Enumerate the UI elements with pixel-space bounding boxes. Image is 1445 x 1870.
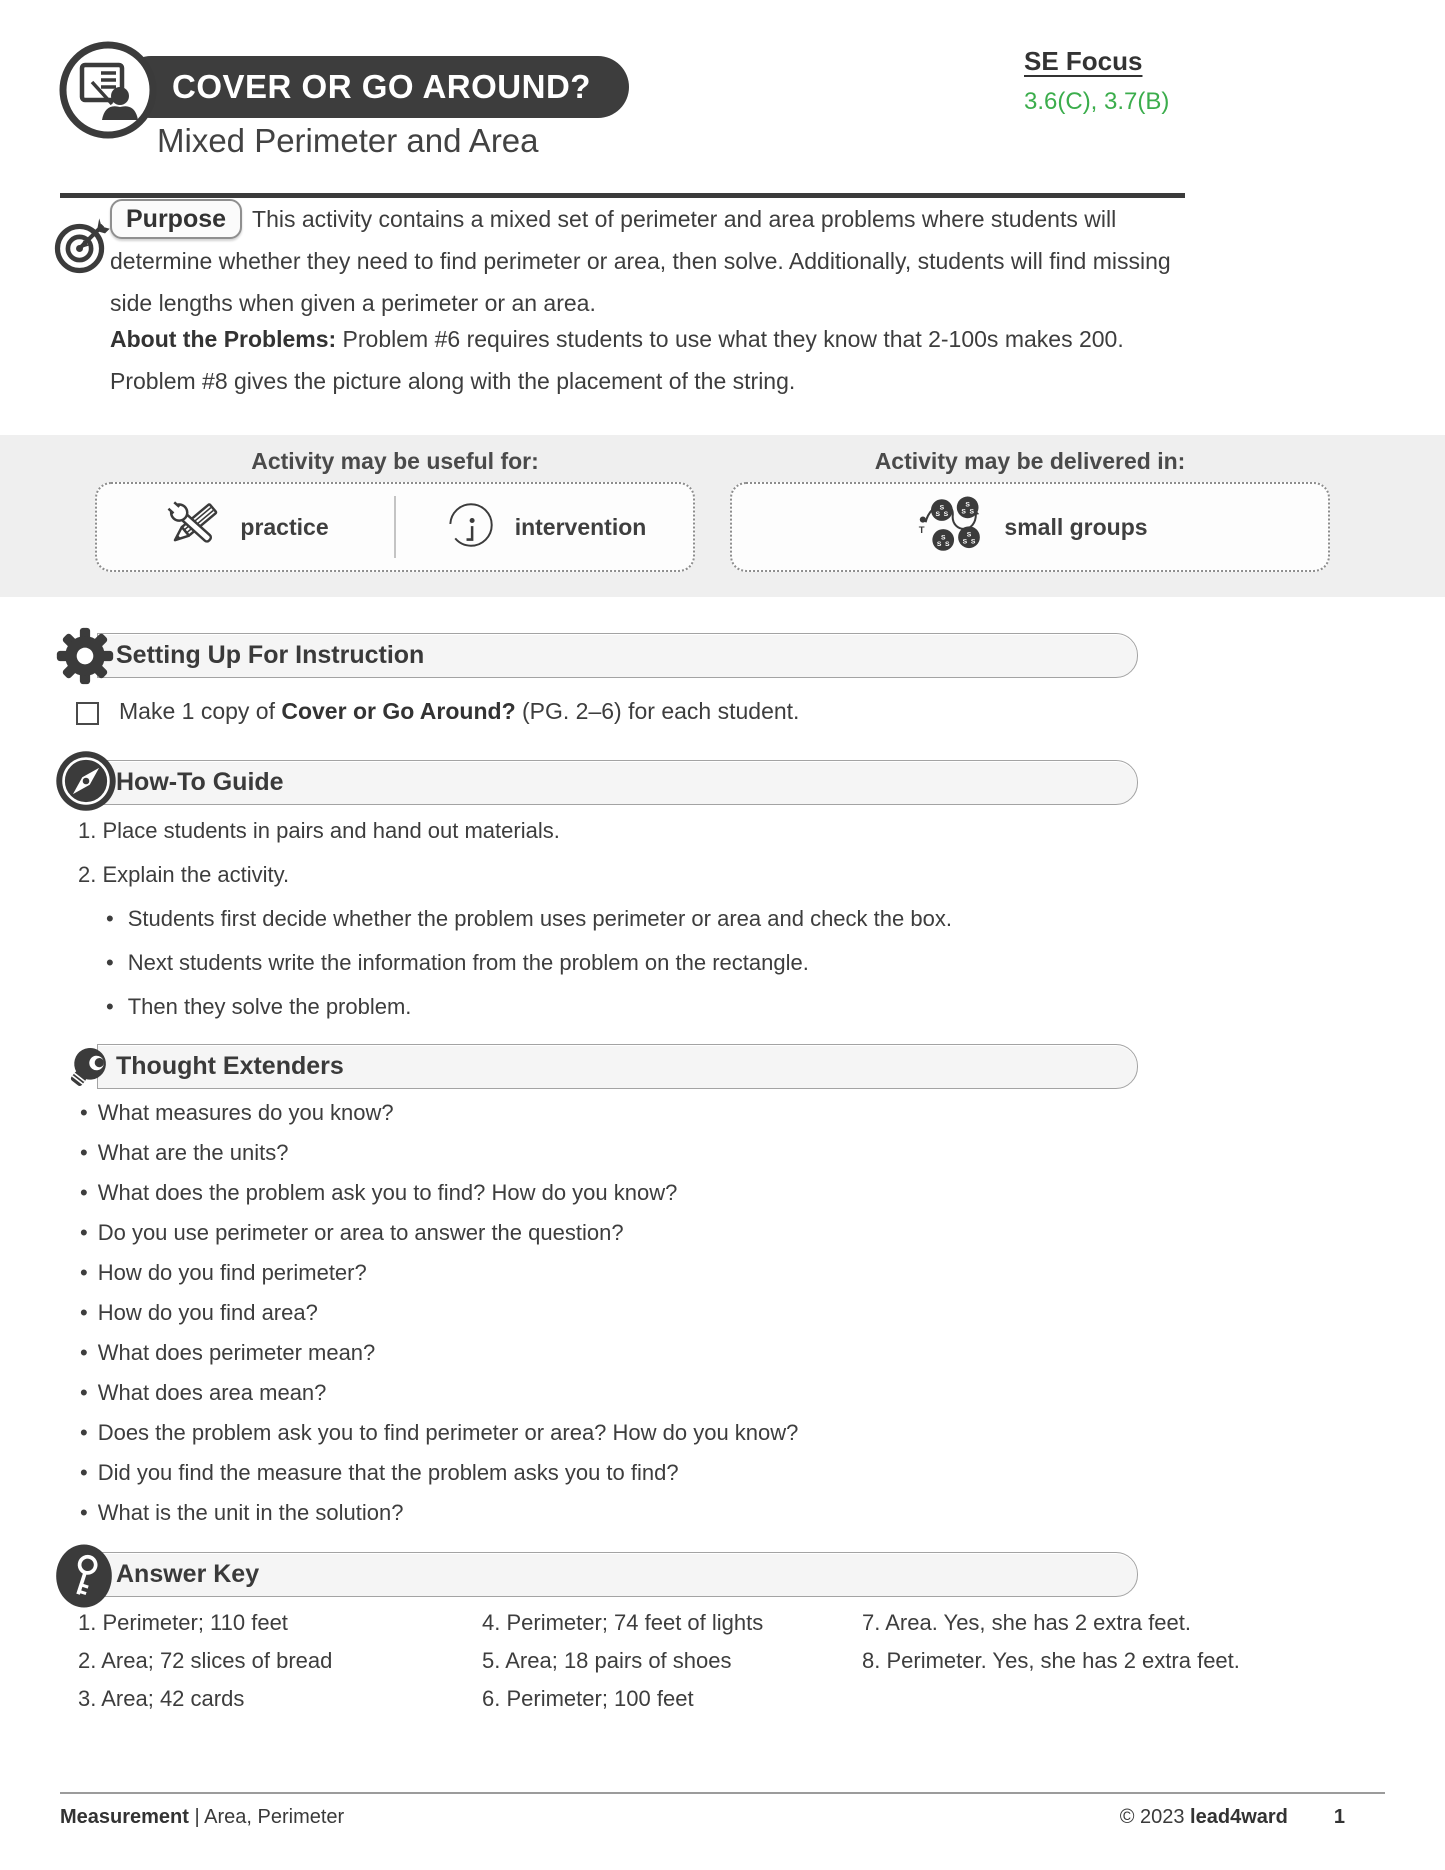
footer-breadcrumb: Measurement | Area, Perimeter [60,1806,345,1828]
brand-name: lead4ward [1190,1806,1288,1828]
key-icon [53,1542,115,1615]
answer-item: 8. Perimeter. Yes, she has 2 extra feet. [862,1648,1240,1673]
how-to-title: How-To Guide [116,768,284,796]
thought-extender-questions [80,1098,1160,1538]
page-subtitle: Mixed Perimeter and Area [157,122,539,159]
small-groups-cell [732,484,1328,570]
about-problems-paragraph [110,318,1182,402]
practice-label: practice [240,513,329,540]
checkbox [76,702,99,725]
student-groups-icon: S S S T [912,490,988,565]
lightbulb-icon [53,1036,119,1107]
title-banner: COVER OR GO AROUND? [120,56,629,118]
thought-question: • Does the problem ask you to find perimeter or area? How do you know? [80,1418,1160,1448]
teacher-board-icon [58,40,158,140]
delivered-in-box [730,482,1330,572]
intervention-cell [396,484,693,570]
setup-checklist-item [76,698,799,725]
answer-item: 5. Area; 18 pairs of shoes [482,1648,732,1673]
thought-question: • What does the problem ask you to find? How do you know? [80,1178,1160,1208]
thought-question: • What does perimeter mean? [80,1338,1160,1368]
page-number: 1 [1333,1806,1345,1828]
thought-question: • What does area mean? [80,1378,1160,1408]
purpose-paragraph [110,198,1182,324]
delivered-in-title: Activity may be delivered in: [874,448,1186,474]
thought-question: • What is the unit in the solution? [80,1498,1160,1528]
how-to-substep: • Students first decide whether the problem uses perimeter or area and check the box. [106,904,1138,934]
thought-extenders-title: Thought Extenders [116,1052,344,1080]
purpose-badge: Purpose [110,199,242,239]
gear-icon [53,624,117,693]
setting-up-section-bar [97,633,1138,678]
answer-item: 7. Area. Yes, she has 2 extra feet. [862,1610,1192,1635]
answer-item: 4. Perimeter; 74 feet of lights [482,1610,764,1635]
answer-item: 2. Area; 72 slices of bread [78,1648,333,1673]
thought-question: • Do you use perimeter or area to answer the question? [80,1218,1160,1248]
answer-key-title: Answer Key [116,1560,260,1588]
footer-divider [60,1792,1385,1794]
small-groups-label: small groups [1004,513,1148,540]
purpose-text: This activity contains a mixed set of perimeter and area problems where students will determine whether they need to find perimeter or area, then solve. Additionally, students will find missing side lengths when given a perimeter or an area. [110,206,1171,316]
svg-text:T: T [919,524,926,536]
how-to-step-1: 1. Place students in pairs and hand out materials. [78,818,560,843]
answer-item: 1. Perimeter; 110 feet [78,1610,288,1635]
footer-meta [1120,1806,1345,1829]
compass-icon [53,748,119,819]
how-to-substep: • Then they solve the problem. [106,992,1138,1022]
answer-key-column-1 [78,1608,332,1722]
thought-question: • How do you find area? [80,1298,1160,1328]
setting-up-title: Setting Up For Instruction [116,641,425,669]
pencil-wrench-icon [162,494,224,561]
target-icon [54,216,112,274]
thought-extenders-section-bar [97,1044,1138,1089]
about-problems-label: About the Problems: [110,326,337,352]
how-to-substep: • Next students write the information from the problem on the rectangle. [106,948,1138,978]
checklist-item-text: Make 1 copy of Cover or Go Around? (PG. 2–6) for each student. [119,698,800,724]
answer-item: 6. Perimeter; 100 feet [482,1686,694,1711]
answer-key-column-3 [862,1608,1240,1684]
thought-question: • What measures do you know? [80,1098,1160,1128]
how-to-steps [78,816,1138,1036]
intervention-label: intervention [514,513,647,540]
useful-for-box [95,482,695,572]
useful-for-title: Activity may be useful for: [251,448,539,474]
thought-question: • What are the units? [80,1138,1160,1168]
se-focus-standards: 3.6(C), 3.7(B) [1024,88,1170,115]
practice-cell [97,484,394,570]
answer-key-column-2 [482,1608,763,1722]
footer-copyright: © 2023 lead4ward [1119,1806,1288,1828]
se-focus-heading: SE Focus [1024,46,1143,76]
answer-key-section-bar [97,1552,1138,1597]
how-to-section-bar [97,760,1138,805]
how-to-step-2: 2. Explain the activity. [78,862,290,887]
thought-question: • Did you find the measure that the problem asks you to find? [80,1458,1160,1488]
thought-question: • How do you find perimeter? [80,1258,1160,1288]
about-problems-text: Problem #6 requires students to use what they know that 2-100s makes 200. Problem #8 gives the picture along with the placement of the string. [110,326,1124,394]
circle-i-icon [443,497,499,558]
answer-item: 3. Area; 42 cards [78,1686,245,1711]
